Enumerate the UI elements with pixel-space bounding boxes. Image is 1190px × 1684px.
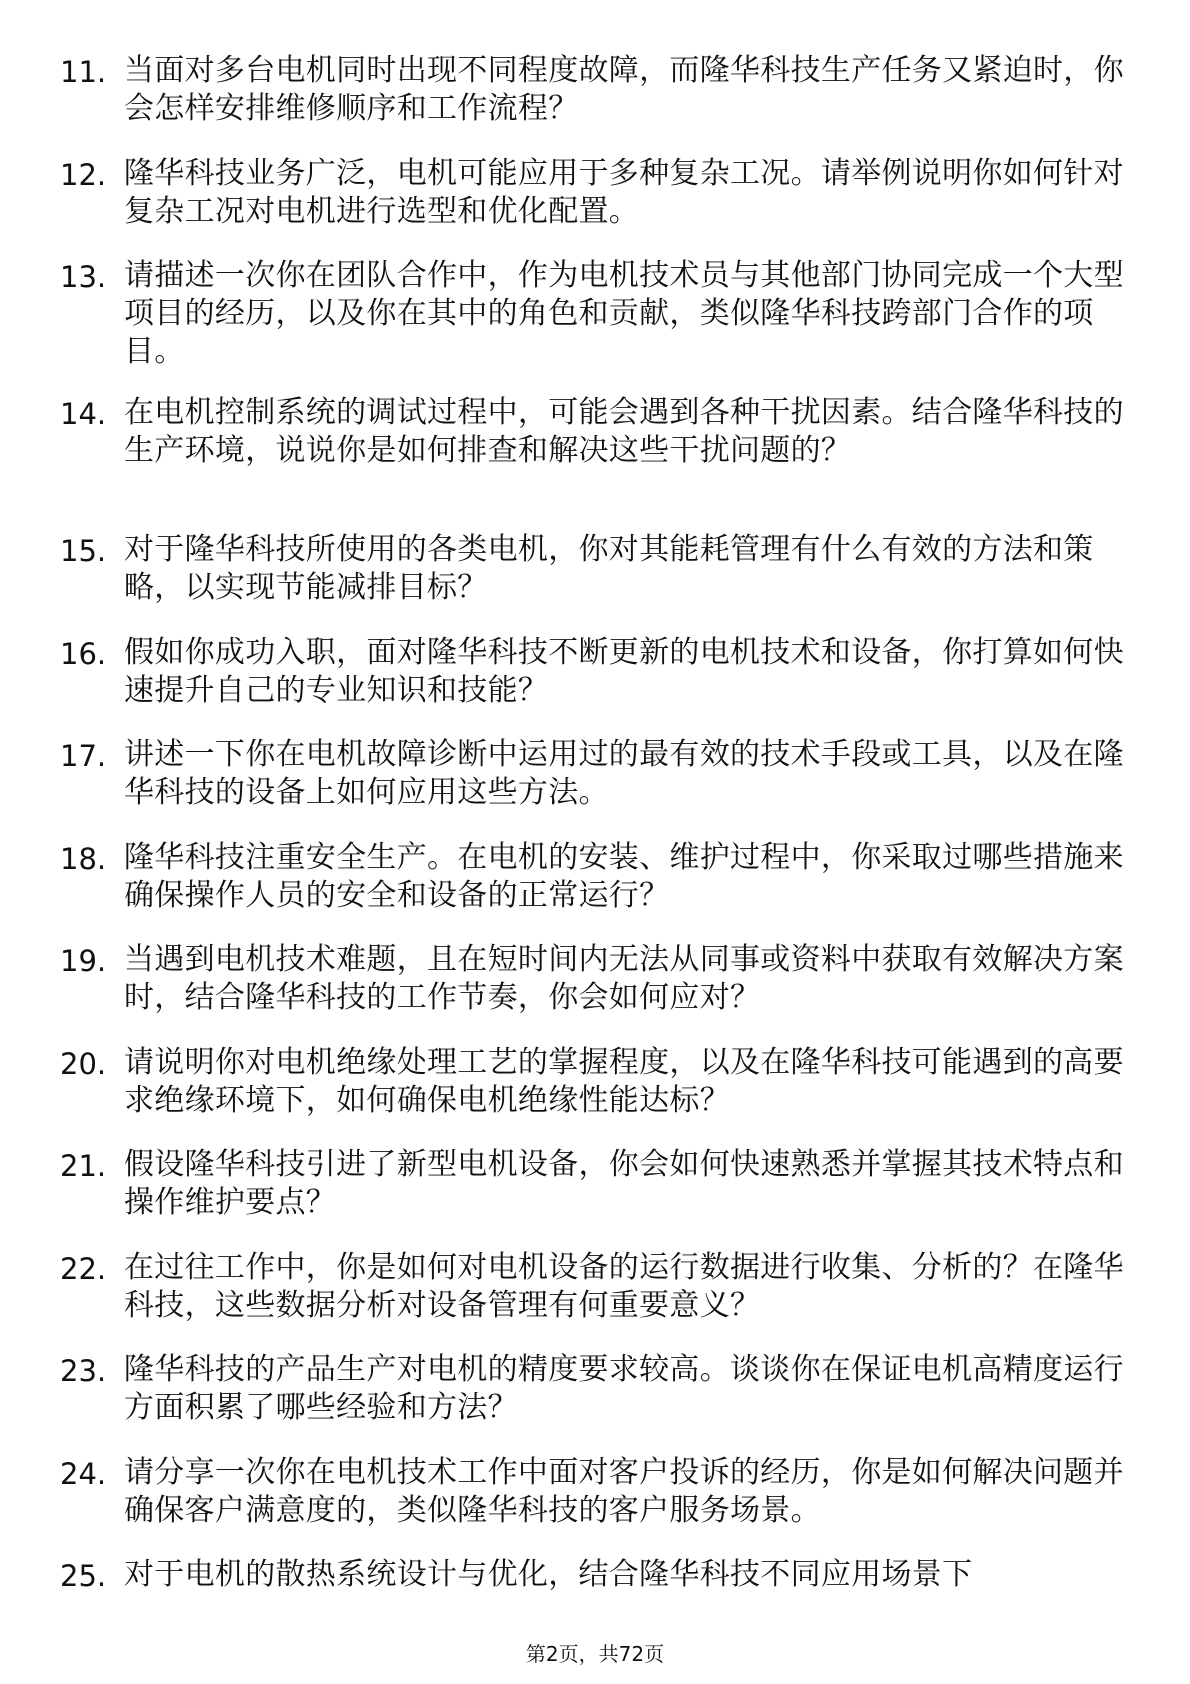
- question-text: 对于隆华科技所使用的各类电机，你对其能耗管理有什么有效的方法和策略，以实现节能减排目标？: [124, 532, 1094, 605]
- question-item: [0, 531, 1190, 634]
- question-number: 23.: [60, 1354, 107, 1388]
- question-number: 16.: [60, 636, 107, 671]
- question-text: 当遇到电机技术难题，且在短时间内无法从同事或资料中获取有效解决方案时，结合隆华科技的工作节奏，你会如何应对？: [124, 942, 1124, 1015]
- question-item: [0, 394, 1190, 531]
- question-item: [0, 1556, 1190, 1596]
- question-item: [0, 1146, 1190, 1249]
- question-item: [0, 634, 1190, 737]
- question-number: 13.: [60, 260, 107, 294]
- question-item: [0, 941, 1190, 1044]
- question-number: 19.: [60, 944, 107, 978]
- question-item: [0, 839, 1190, 942]
- question-text: 隆华科技业务广泛，电机可能应用于多种复杂工况。请举例说明你如何针对复杂工况对电机进行选型和优化配置。: [124, 155, 1124, 229]
- question-item: [0, 1044, 1190, 1147]
- question-number: 22.: [60, 1251, 107, 1286]
- question-text: 假如你成功入职，面对隆华科技不断更新的电机技术和设备，你打算如何快速提升自己的专业知识和技能？: [124, 634, 1124, 708]
- question-text: 请说明你对电机绝缘处理工艺的掌握程度，以及在隆华科技可能遇到的高要求绝缘环境下，如何确保电机绝缘性能达标？: [124, 1044, 1124, 1118]
- question-number: 11.: [60, 55, 107, 89]
- question-item: [0, 1454, 1190, 1557]
- question-number: 25.: [60, 1559, 107, 1593]
- page-footer: 第2页，共72页: [525, 1642, 665, 1666]
- question-text: 隆华科技的产品生产对电机的精度要求较高。谈谈你在保证电机高精度运行方面积累了哪些经验和方法？: [124, 1352, 1124, 1425]
- question-number: 20.: [60, 1046, 107, 1081]
- question-number: 15.: [60, 534, 107, 568]
- question-text: 在过往工作中，你是如何对电机设备的运行数据进行收集、分析的？在隆华科技，这些数据分析对设备管理有何重要意义？: [124, 1249, 1124, 1323]
- question-text: 隆华科技注重安全生产。在电机的安装、维护过程中，你采取过哪些措施来确保操作人员的安全和设备的正常运行？: [124, 839, 1124, 913]
- question-number: 14.: [60, 397, 107, 431]
- question-item: [0, 257, 1190, 394]
- question-item: [0, 736, 1190, 839]
- question-number: 12.: [60, 157, 107, 192]
- question-number: 21.: [60, 1149, 107, 1183]
- question-number: 17.: [60, 739, 107, 773]
- question-text: 对于电机的散热系统设计与优化，结合隆华科技不同应用场景下: [124, 1557, 973, 1592]
- question-item: [0, 1249, 1190, 1352]
- question-number: 18.: [60, 841, 107, 876]
- question-item: [0, 52, 1190, 155]
- question-text: 请描述一次你在团队合作中，作为电机技术员与其他部门协同完成一个大型项目的经历，以及你在其中的角色和贡献，类似隆华科技跨部门合作的项目。: [124, 258, 1124, 369]
- question-number: 24.: [60, 1456, 107, 1491]
- question-text: 在电机控制系统的调试过程中，可能会遇到各种干扰因素。结合隆华科技的生产环境，说说你是如何排查和解决这些干扰问题的？: [124, 395, 1124, 468]
- question-item: [0, 1351, 1190, 1454]
- question-text: 讲述一下你在电机故障诊断中运用过的最有效的技术手段或工具，以及在隆华科技的设备上如何应用这些方法。: [124, 737, 1124, 810]
- question-list: [0, 52, 1190, 1596]
- question-item: [0, 155, 1190, 258]
- question-text: 假设隆华科技引进了新型电机设备，你会如何快速熟悉并掌握其技术特点和操作维护要点？: [124, 1147, 1124, 1220]
- question-text: 请分享一次你在电机技术工作中面对客户投诉的经历，你是如何解决问题并确保客户满意度的，类似隆华科技的客户服务场景。: [124, 1454, 1124, 1528]
- question-text: 当面对多台电机同时出现不同程度故障，而隆华科技生产任务又紧迫时，你会怎样安排维修顺序和工作流程？: [124, 53, 1124, 126]
